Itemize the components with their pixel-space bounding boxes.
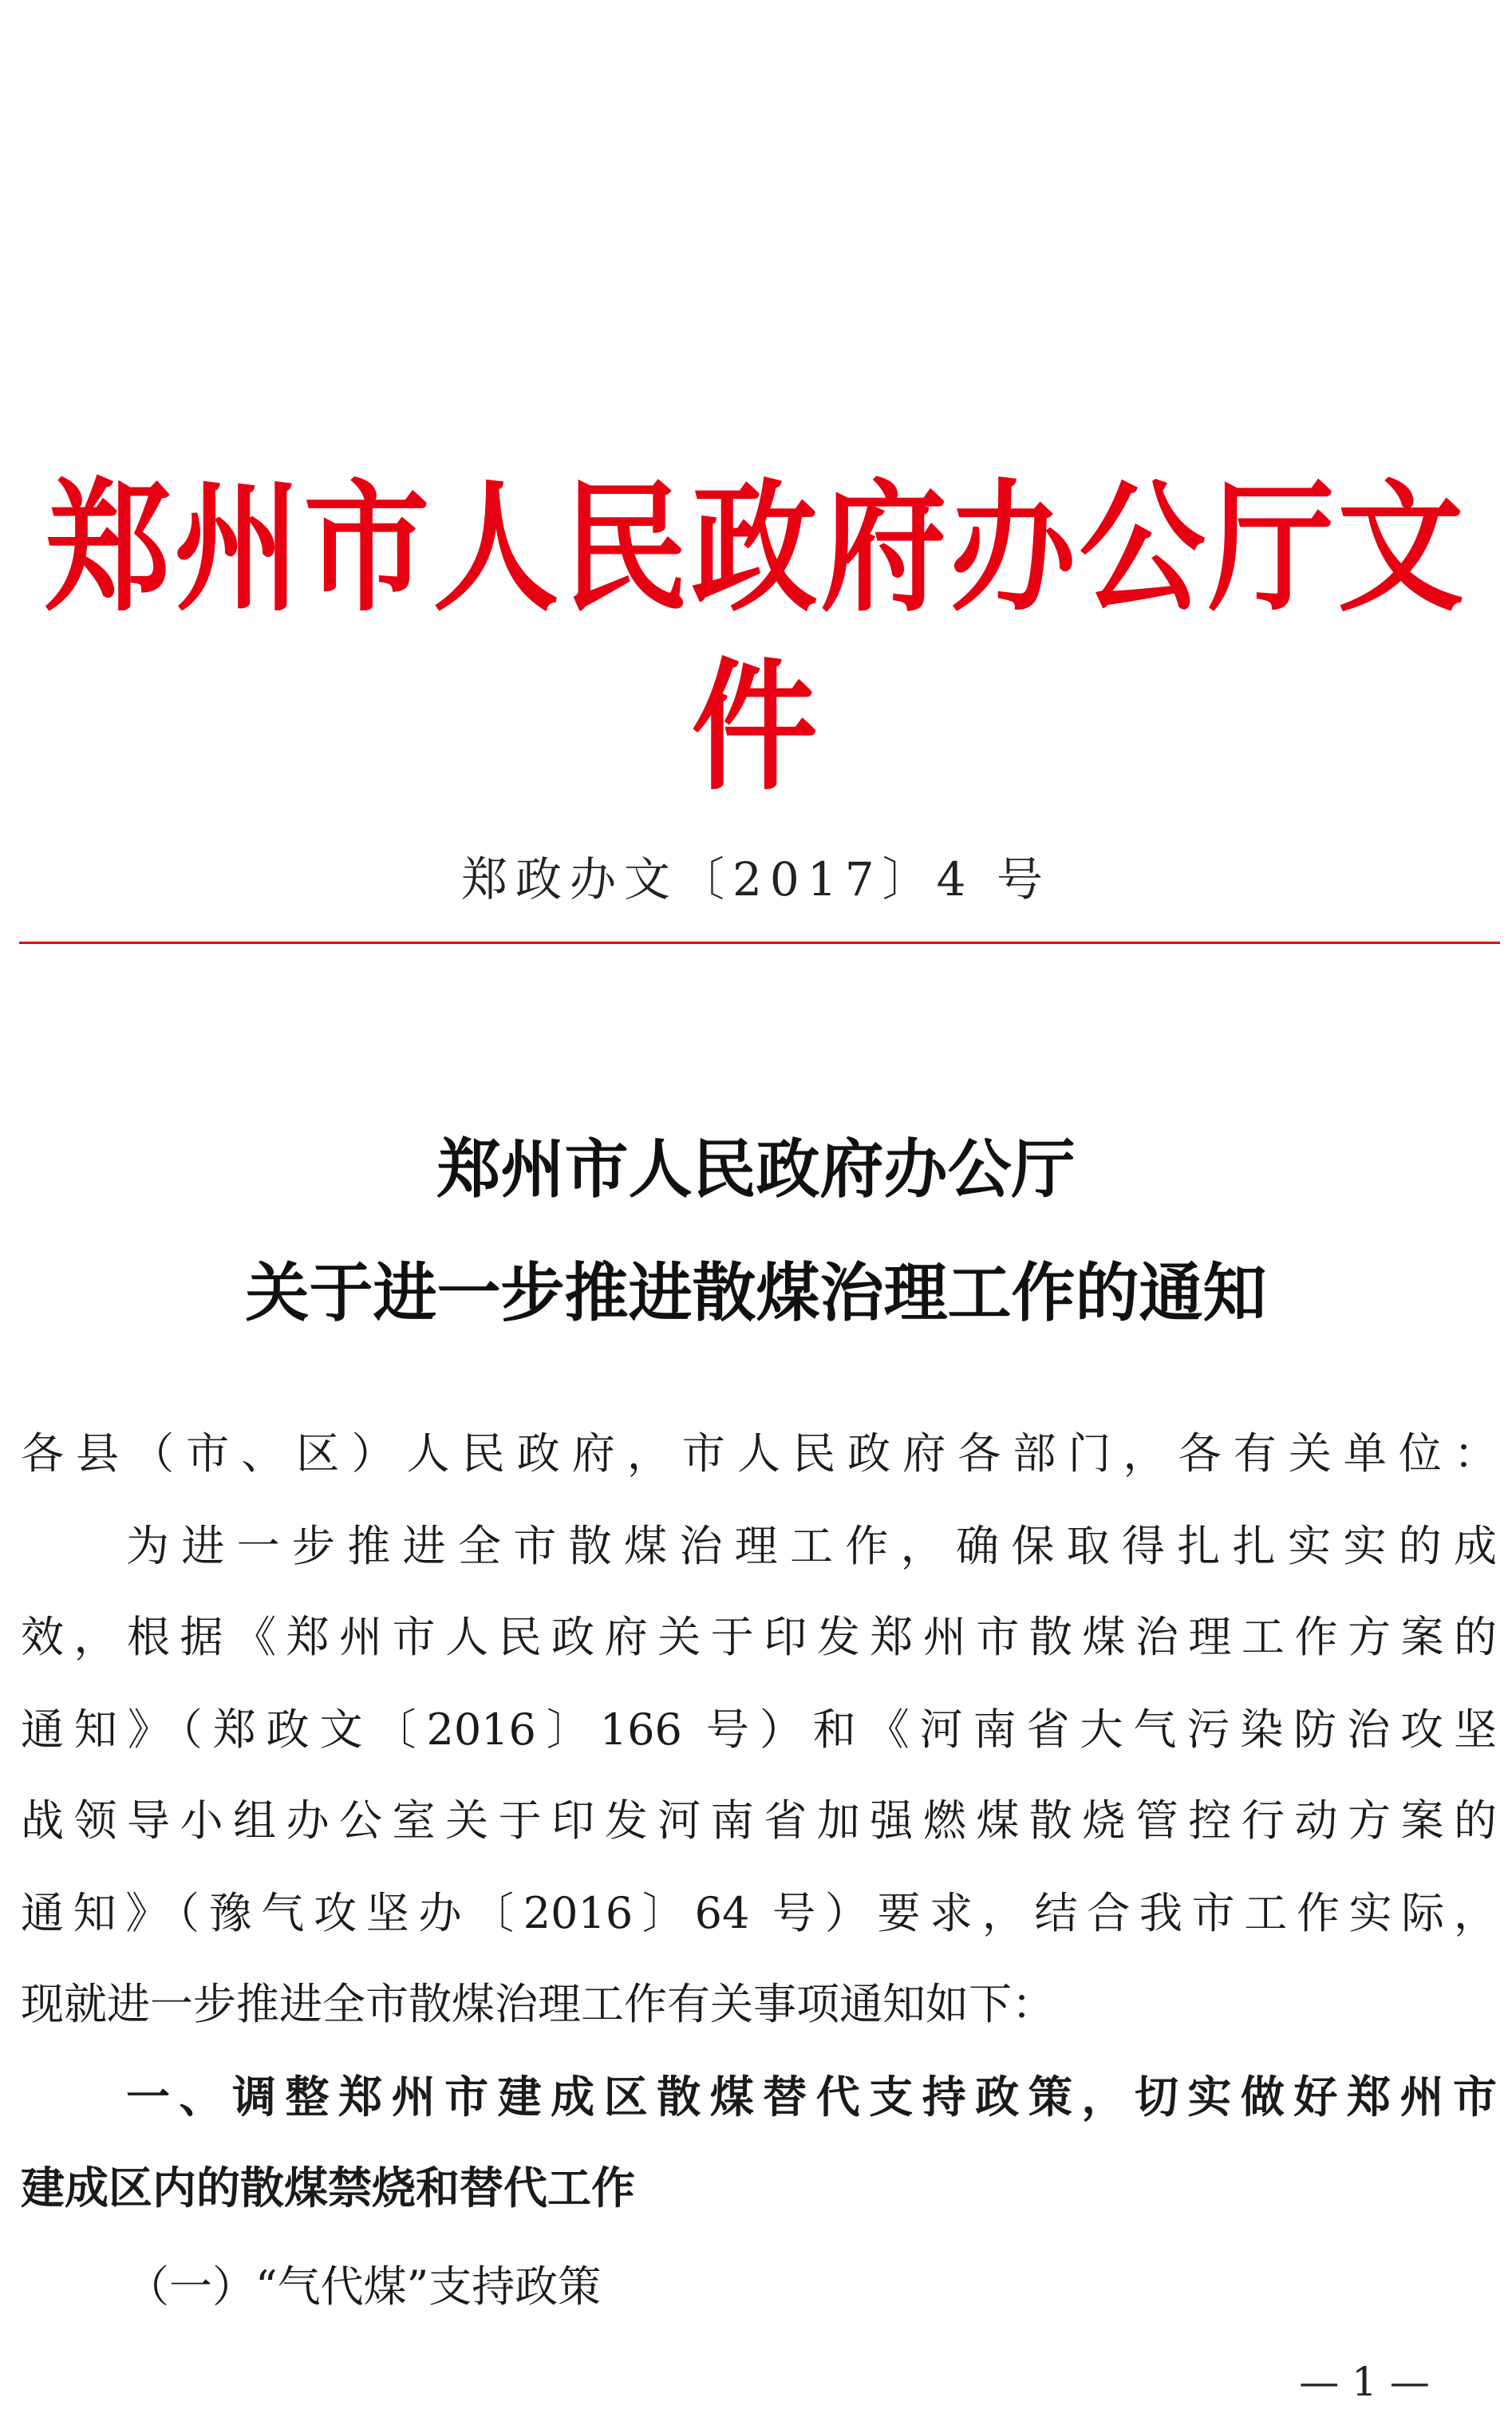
- red-separator-line: [19, 942, 1500, 944]
- paragraph-line: 效，根据《郑州市人民政府关于印发郑州市散煤治理工作方案的: [21, 1612, 1497, 1662]
- page-number: — 1 —: [1299, 2359, 1430, 2405]
- document-title-line-1: 郑州市人民政府办公厅: [436, 1132, 1076, 1207]
- document-number: 郑政办文〔2017〕4 号: [461, 852, 1051, 906]
- subsection-heading: （一）“气代煤”支持政策: [126, 2261, 602, 2312]
- document-title-line-2: 关于进一步推进散煤治理工作的通知: [245, 1255, 1267, 1330]
- section-heading-line-2: 建成区内的散煤禁烧和替代工作: [21, 2162, 636, 2214]
- paragraph-line: 现就进一步推进全市散煤治理工作有关事项通知如下：: [21, 1979, 1055, 2029]
- salutation: 各县（市、区）人民政府，市人民政府各部门，各有关单位：: [21, 1428, 1497, 1479]
- paragraph-line: 通知》（郑政文〔2016〕166 号）和《河南省大气污染防治攻坚: [21, 1704, 1497, 1755]
- paragraph-line: 为进一步推进全市散煤治理工作，确保取得扎扎实实的成: [126, 1521, 1497, 1571]
- issuing-authority-header: 郑州市人民政府办公厅文件: [45, 465, 1467, 811]
- paragraph-line: 战领导小组办公室关于印发河南省加强燃煤散烧管控行动方案的: [21, 1795, 1497, 1846]
- paragraph-line: 通知》（豫气攻坚办〔2016〕64 号）要求，结合我市工作实际，: [21, 1888, 1497, 1938]
- section-heading-line-1: 一、调整郑州市建成区散煤替代支持政策，切实做好郑州市: [126, 2072, 1497, 2123]
